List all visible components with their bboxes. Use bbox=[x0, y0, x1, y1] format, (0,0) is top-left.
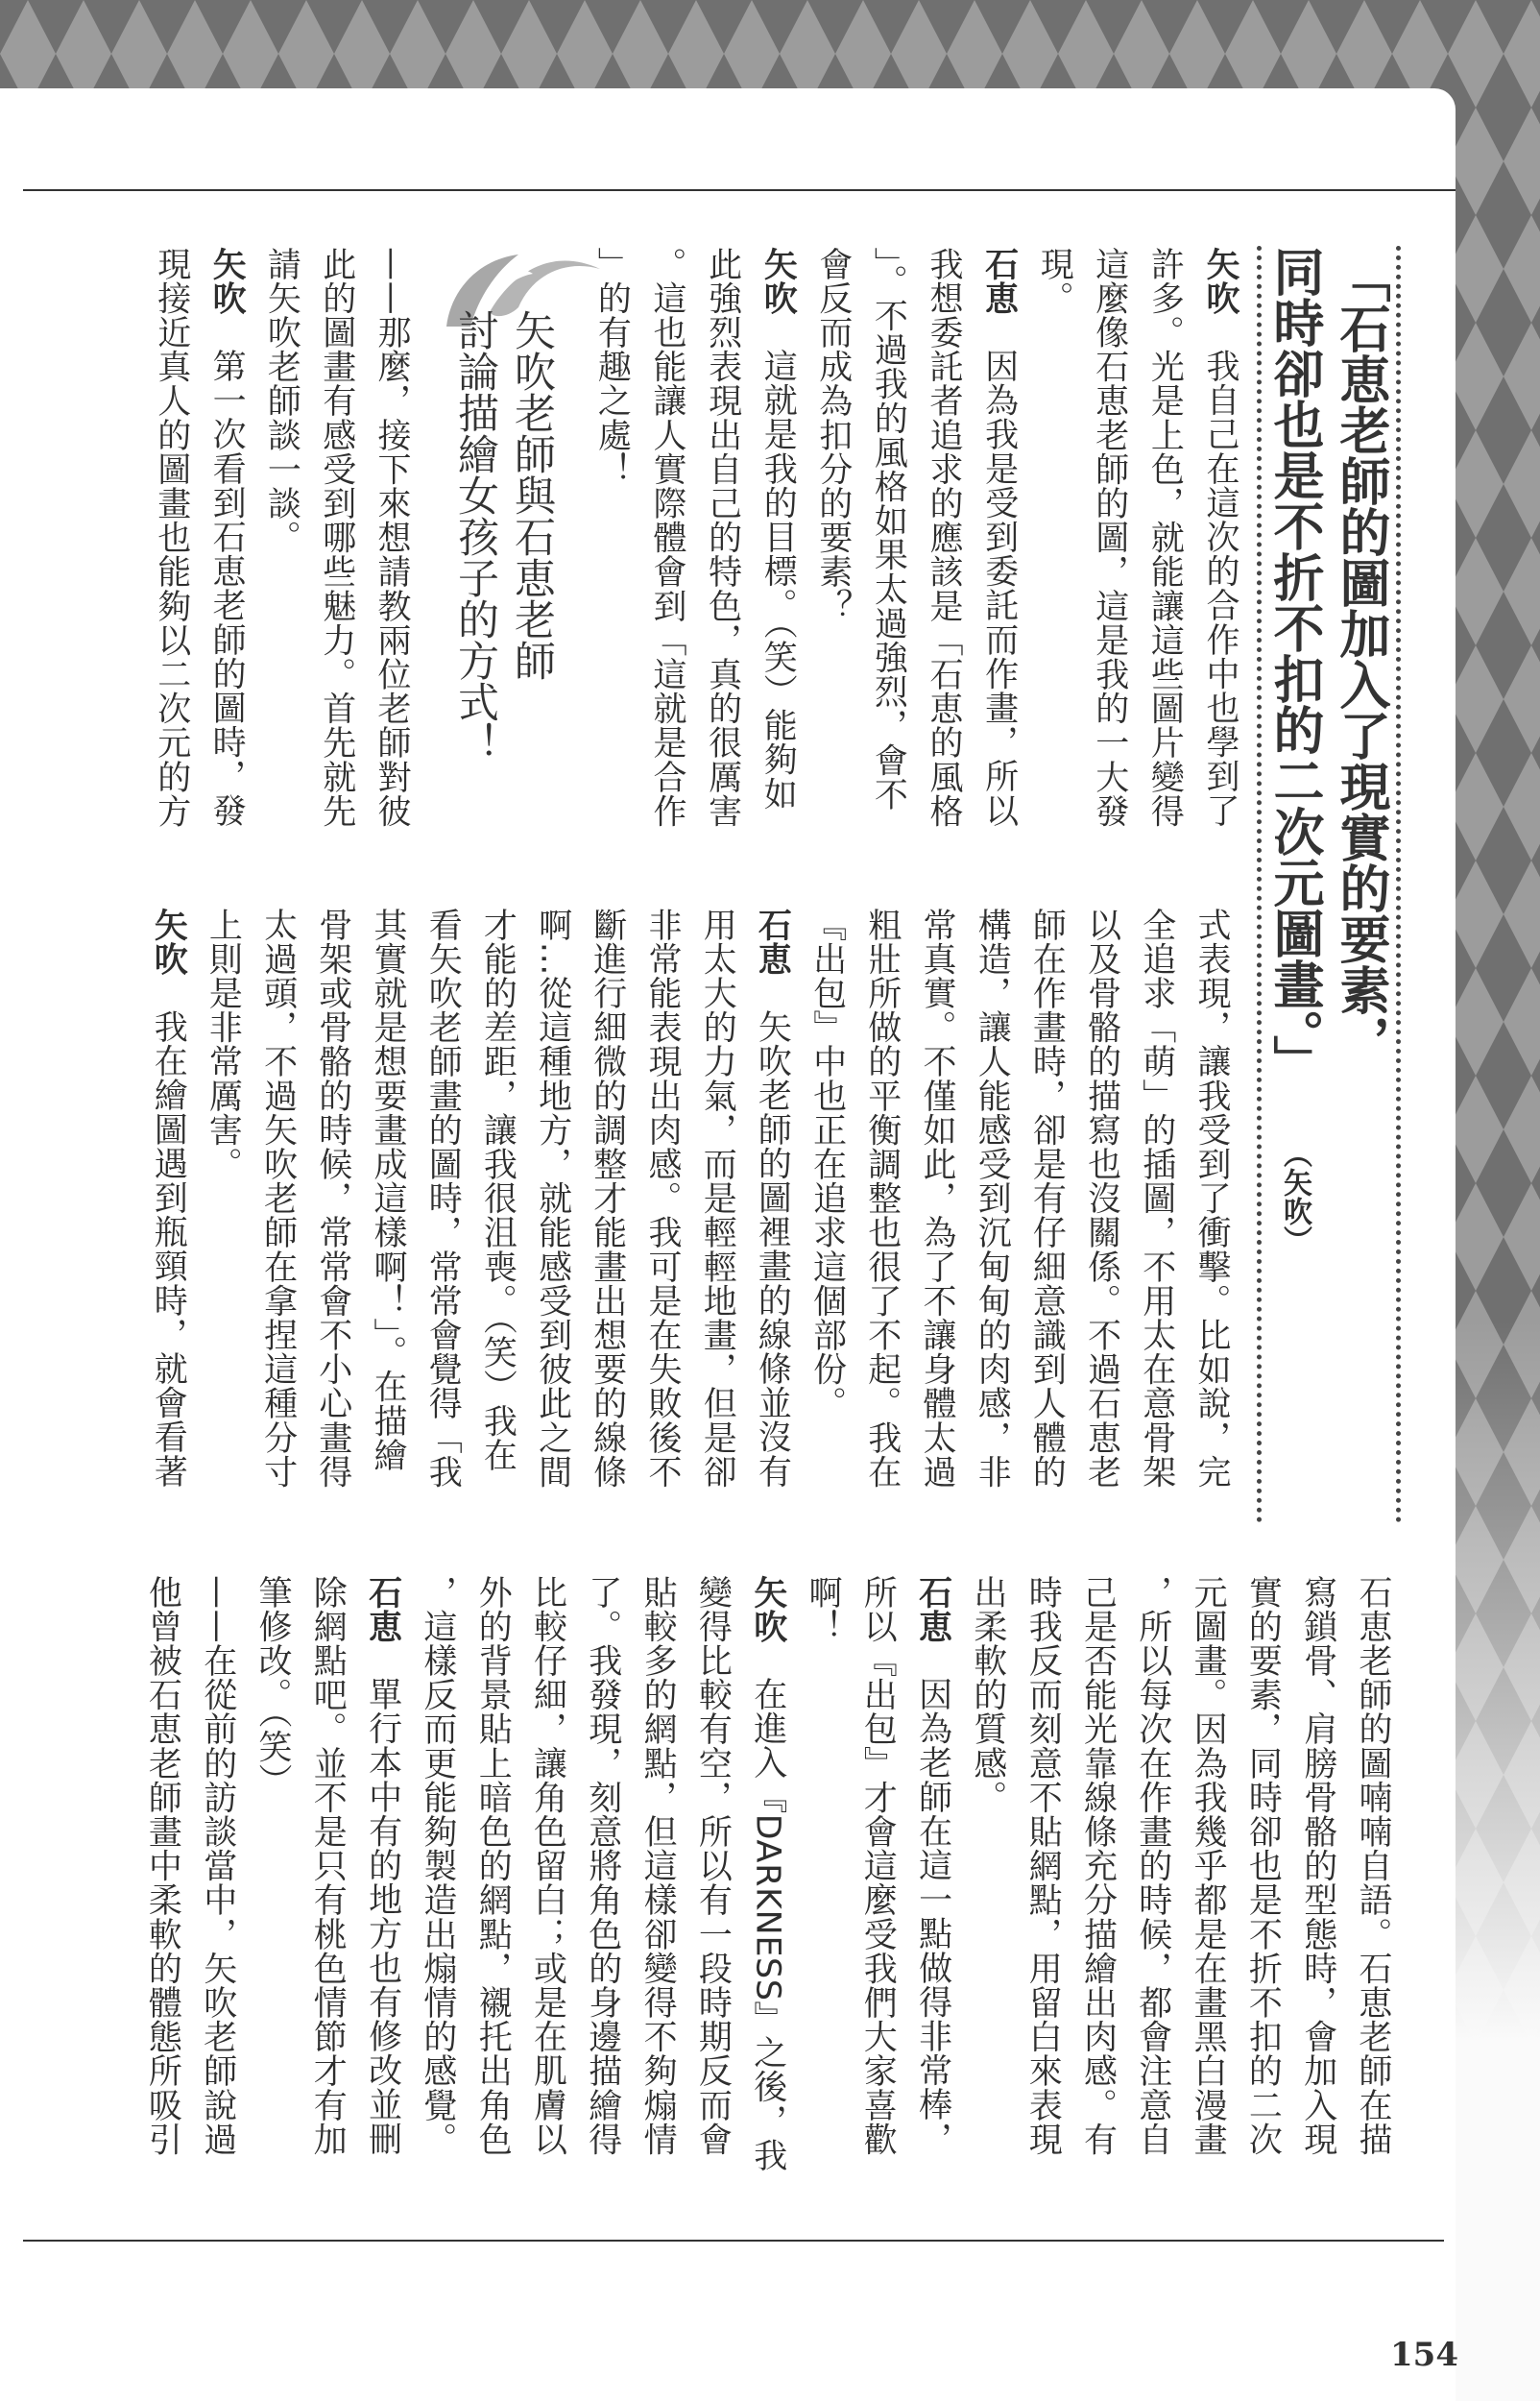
speaker-name: 石恵 bbox=[363, 1575, 402, 1644]
text-column bbox=[968, 1575, 1008, 1814]
text-column bbox=[583, 1575, 623, 2156]
column-text: 『出包』中也正在追求這個部份。 bbox=[807, 908, 847, 1420]
speaker-name: 矢吹 bbox=[1201, 247, 1239, 316]
text-column bbox=[203, 908, 243, 1181]
text-column bbox=[588, 908, 628, 1489]
column-text: 在進入『DARKNESS』之後，我 bbox=[748, 1677, 787, 2172]
bottom-divider bbox=[23, 2240, 1444, 2242]
text-column bbox=[642, 908, 683, 1489]
column-text: 許多。光是上色，就能讓這些圖片變得 bbox=[1145, 247, 1185, 829]
text-column bbox=[313, 908, 353, 1489]
column-text: 現。 bbox=[1035, 247, 1074, 316]
column-text: 矢吹老師的圖裡畫的線條並沒有 bbox=[753, 1009, 792, 1489]
text-column bbox=[1137, 908, 1177, 1489]
column-text: 式表現，讓我受到了衝擊。比如說，完 bbox=[1192, 908, 1231, 1490]
column-text: 出柔軟的質感。 bbox=[968, 1575, 1007, 1815]
text-column bbox=[253, 1575, 293, 1798]
column-text: 我想委託者追求的應該是「石恵的風格 bbox=[925, 247, 963, 829]
column-text: 元圖畫。因為我幾乎都是在畫黑白漫畫 bbox=[1189, 1575, 1228, 2157]
text-column bbox=[317, 247, 357, 828]
column-text: 因為老師在這一點做得非常棒， bbox=[913, 1677, 952, 2156]
text-column bbox=[363, 1575, 403, 2156]
text-column bbox=[472, 1575, 513, 2156]
text-column bbox=[418, 1575, 458, 2156]
column-text: 這麼像石恵老師的圖，這是我的一大發 bbox=[1090, 247, 1129, 829]
column-text: 請矢吹老師談一談。 bbox=[262, 247, 301, 555]
column-text: 他曾被石恵老師畫中柔軟的體態所吸引 bbox=[143, 1575, 182, 2157]
text-column bbox=[807, 908, 848, 1420]
column-text: 我在繪圖遇到瓶頸時，就會看著 bbox=[149, 1009, 188, 1489]
column-text: 石恵老師的圖喃喃自語。石恵老師在描 bbox=[1354, 1575, 1392, 2157]
column-text: 非常能表現出肉感。我可是在失敗後不 bbox=[643, 908, 682, 1490]
column-text: 粗壯所做的平衡調整也很了不起。我在 bbox=[862, 908, 902, 1490]
column-text: 比較仔細，讓角色留白；或是在肌膚以 bbox=[528, 1575, 567, 2157]
text-column bbox=[1353, 1575, 1393, 2156]
column-text: 啊！ bbox=[804, 1575, 842, 1644]
text-column bbox=[917, 908, 957, 1489]
text-column bbox=[148, 908, 188, 1489]
column-text: 外的背景貼上暗色的網點，襯托出角色 bbox=[473, 1575, 513, 2157]
text-column bbox=[1026, 908, 1067, 1489]
column-text: 會反而成為扣分的要素？ bbox=[813, 247, 853, 623]
text-column bbox=[142, 1575, 182, 2156]
column-text: 構造，讓人能感受到沉甸甸的肉感，非 bbox=[973, 908, 1012, 1490]
text-column bbox=[1023, 1575, 1063, 2156]
column-text: 。這也能讓人實際體會到「這就是合作 bbox=[648, 247, 686, 829]
text-column bbox=[913, 1575, 953, 2156]
section-heading-line-2: 討論描繪女孩子的方式！ bbox=[451, 309, 499, 764]
title-credit: （矢吹） bbox=[1278, 1139, 1311, 1254]
text-column bbox=[528, 1575, 568, 2156]
text-column bbox=[261, 247, 301, 554]
column-text: 啊…從這種地方，就能感受到彼此之間 bbox=[533, 908, 572, 1490]
top-divider bbox=[23, 189, 1456, 191]
text-column bbox=[638, 1575, 678, 2156]
text-column bbox=[368, 908, 408, 1472]
column-text: 太過頭，不過矢吹老師在拿捏這種分寸 bbox=[258, 908, 298, 1490]
column-text: 寫鎖骨、肩膀骨骼的型態時，會加入現 bbox=[1298, 1575, 1337, 2157]
column-text: 變得比較有空，所以有一段時期反而會 bbox=[693, 1575, 733, 2157]
column-text: 用太大的力氣，而是輕輕地畫，但是卻 bbox=[698, 908, 737, 1490]
text-column bbox=[152, 247, 192, 828]
column-text: 此強烈表現出自己的特色，真的很厲害 bbox=[703, 247, 742, 829]
column-text: ——那麼，接下來想請教兩位老師對彼 bbox=[373, 247, 411, 829]
speaker-name: 矢吹 bbox=[748, 1575, 787, 1644]
text-column bbox=[692, 1575, 733, 2156]
title-dotted-border-right bbox=[1396, 246, 1401, 1523]
title-line-2: 同時卻也是不折不扣的二次元圖畫。」 bbox=[1265, 246, 1324, 1086]
column-text: 」。不過我的風格如果太過強烈，會不 bbox=[869, 247, 908, 812]
column-text: 除網點吧。並不是只有桃色情節才有加 bbox=[308, 1575, 348, 2157]
text-column bbox=[647, 247, 687, 828]
text-column bbox=[1034, 247, 1074, 315]
column-text: ，這樣反而更能夠製造出煽情的感覺。 bbox=[418, 1575, 457, 2157]
text-column bbox=[1242, 1575, 1283, 2156]
column-text: 單行本中有的地方也有修改並刪 bbox=[363, 1677, 402, 2156]
text-column bbox=[862, 908, 902, 1489]
column-text: 此的圖畫有感受到哪些魅力。首先就先 bbox=[317, 247, 356, 829]
text-column bbox=[703, 247, 743, 828]
text-column bbox=[198, 1575, 238, 2156]
speaker-name: 矢吹 bbox=[149, 908, 188, 977]
text-column bbox=[1188, 1575, 1228, 2156]
text-column bbox=[258, 908, 299, 1489]
title-dotted-border-left bbox=[1257, 246, 1262, 1523]
speaker-name: 石恵 bbox=[753, 908, 792, 977]
text-column bbox=[924, 247, 964, 828]
column-text: 我自己在這次的合作中也學到了 bbox=[1201, 349, 1239, 828]
section-heading-line-1: 矢吹老師與石恵老師 bbox=[508, 309, 556, 681]
column-text: ，所以每次在作畫的時候，都會注意自 bbox=[1133, 1575, 1172, 2157]
column-text: 斷進行細微的調整才能畫出想要的線條 bbox=[588, 908, 627, 1490]
text-column bbox=[868, 247, 908, 812]
text-column bbox=[477, 908, 517, 1472]
speaker-name: 矢吹 bbox=[758, 247, 798, 316]
column-text: 實的要素，同時卻也是不折不扣的二次 bbox=[1243, 1575, 1283, 2157]
text-column bbox=[758, 247, 798, 811]
column-text: 常真實。不僅如此，為了不讓身體太過 bbox=[918, 908, 956, 1490]
column-text: 」的有趣之處！ bbox=[592, 247, 632, 487]
text-column bbox=[206, 247, 247, 828]
column-text: 上則是非常厲害。 bbox=[204, 908, 243, 1181]
column-text: 了。我發現，刻意將角色的身邊描繪得 bbox=[583, 1575, 622, 2157]
column-text: 因為我是受到委託而作畫，所以 bbox=[979, 349, 1019, 828]
text-column bbox=[972, 908, 1012, 1489]
column-text: 所以『出包』才會這麼受我們大家喜歡 bbox=[858, 1575, 898, 2157]
text-column bbox=[1078, 1575, 1119, 2156]
column-text: 以及骨骼的描寫也沒關係。不過石恵老 bbox=[1082, 908, 1121, 1490]
text-column bbox=[1090, 247, 1130, 828]
column-text: 第一次看到石恵老師的圖時，發 bbox=[207, 349, 247, 828]
text-column bbox=[1298, 1575, 1338, 2156]
text-column bbox=[1191, 908, 1232, 1489]
speaker-name: 矢吹 bbox=[207, 247, 247, 316]
text-column bbox=[533, 908, 573, 1489]
text-column bbox=[748, 1575, 788, 2172]
text-column bbox=[813, 247, 854, 623]
column-text: 己是否能光靠線條充分描繪出肉感。有 bbox=[1078, 1575, 1118, 2157]
page-number: 154 bbox=[1390, 2336, 1458, 2374]
text-column bbox=[1133, 1575, 1173, 2156]
speaker-name: 石恵 bbox=[913, 1575, 952, 1644]
column-text: 才能的差距，讓我很沮喪。（笑）我在 bbox=[478, 908, 517, 1472]
text-column bbox=[1200, 247, 1240, 828]
column-text: 骨架或骨骼的時候，常常會不小心畫得 bbox=[313, 908, 352, 1490]
text-column bbox=[1082, 908, 1122, 1489]
column-text: 其實就是想要畫成這樣啊！」。在描繪 bbox=[369, 908, 407, 1472]
text-column bbox=[307, 1575, 348, 2156]
column-text: 筆修改。（笑） bbox=[253, 1575, 292, 1798]
text-column bbox=[697, 908, 737, 1489]
column-text: 看矢吹老師畫的圖時，常常會覺得「我 bbox=[423, 908, 463, 1490]
speaker-name: 石恵 bbox=[979, 247, 1019, 316]
text-column bbox=[803, 1575, 843, 1643]
text-column bbox=[979, 247, 1020, 828]
column-text: 時我反而刻意不貼網點，用留白來表現 bbox=[1023, 1575, 1063, 2157]
title-line-1: 「石恵老師的圖加入了現實的要素， bbox=[1332, 252, 1390, 1066]
column-text: ——在從前的訪談當中，矢吹老師說過 bbox=[198, 1575, 237, 2157]
column-text: 現接近真人的圖畫也能夠以二次元的方 bbox=[152, 247, 191, 829]
text-column bbox=[591, 247, 632, 486]
text-column bbox=[857, 1575, 898, 2156]
column-text: 全追求「萌」的插圖，不用太在意骨架 bbox=[1137, 908, 1176, 1490]
text-column bbox=[372, 247, 412, 828]
text-column bbox=[422, 908, 463, 1489]
column-text: 師在作畫時，卻是有仔細意識到人體的 bbox=[1027, 908, 1067, 1490]
column-text: 貼較多的網點，但這樣卻變得不夠煽情 bbox=[638, 1575, 678, 2157]
text-column bbox=[752, 908, 792, 1489]
column-text: 這就是我的目標。（笑）能夠如 bbox=[758, 349, 798, 812]
text-column bbox=[1144, 247, 1185, 828]
